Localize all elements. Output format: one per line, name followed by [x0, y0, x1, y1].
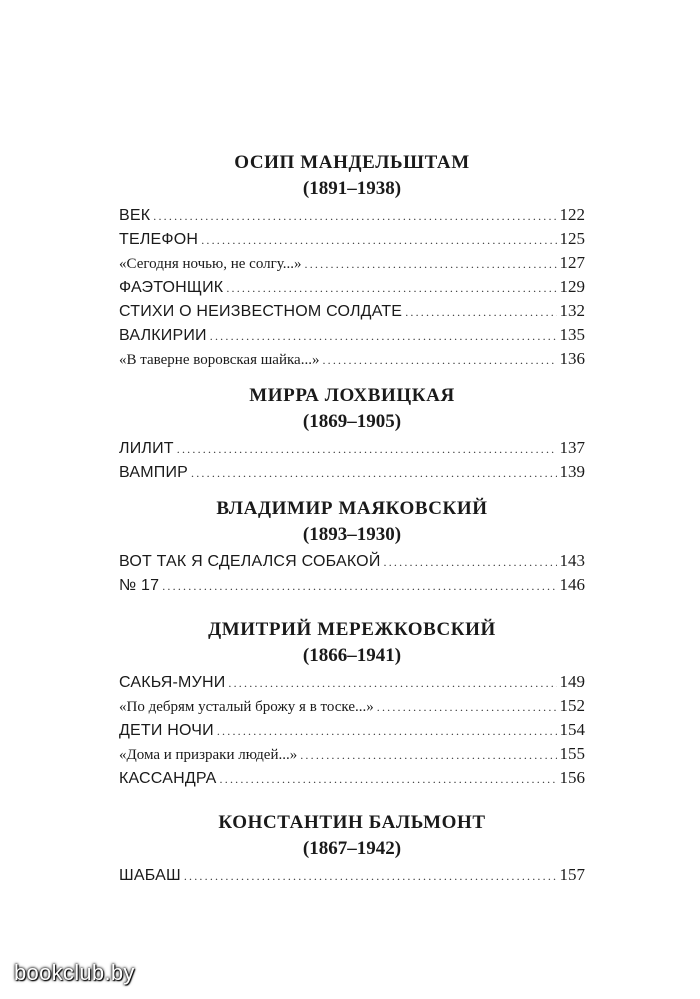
entry-page: 155 — [559, 744, 585, 763]
toc-entry[interactable] — [119, 718, 585, 742]
dot-leader — [153, 204, 556, 228]
entry-page: 125 — [559, 229, 585, 248]
entry-page: 157 — [559, 865, 585, 884]
toc-entry[interactable] — [119, 436, 585, 460]
entry-title: «В таверне воровская шайка...» — [119, 352, 320, 368]
entry-title: СТИХИ О НЕИЗВЕСТНОМ СОЛДАТЕ — [119, 303, 403, 320]
entry-page: 156 — [559, 768, 585, 787]
section-author: ДМИТРИЙ МЕРЕЖКОВСКИЙ — [208, 619, 496, 640]
entry-page: 135 — [559, 325, 585, 344]
toc-entry[interactable] — [119, 742, 585, 766]
entry-title: САКЬЯ-МУНИ — [119, 674, 226, 691]
section-gap — [119, 597, 585, 617]
section-years: (1893–1930) — [302, 524, 402, 545]
section-author: ОСИП МАНДЕЛЬШТАМ — [234, 152, 470, 173]
dot-leader — [162, 574, 556, 598]
toc-entry[interactable] — [119, 227, 585, 251]
dot-leader — [191, 461, 556, 485]
entry-page: 129 — [559, 277, 585, 296]
entry-title: «Сегодня ночью, не солгу...» — [119, 256, 302, 272]
section-gap — [119, 790, 585, 810]
section-gap — [119, 484, 585, 496]
toc-entry[interactable] — [119, 549, 585, 573]
toc-entry[interactable] — [119, 251, 585, 275]
toc-entry[interactable] — [119, 863, 585, 887]
entry-page: 146 — [559, 575, 585, 594]
toc-entry[interactable] — [119, 766, 585, 790]
entry-page: 137 — [559, 438, 585, 457]
entry-title: № 17 — [119, 577, 160, 594]
section-author: ВЛАДИМИР МАЯКОВСКИЙ — [216, 498, 488, 519]
entry-title: ФАЭТОНЩИК — [119, 279, 224, 296]
dot-leader — [228, 671, 556, 695]
dot-leader — [210, 324, 557, 348]
dot-leader — [322, 348, 556, 372]
entry-title: ВЕК — [119, 207, 151, 224]
toc-entry[interactable] — [119, 670, 585, 694]
dot-leader — [377, 695, 557, 719]
entry-title: ВАЛКИРИИ — [119, 327, 207, 344]
entry-page: 136 — [559, 349, 585, 368]
section-years: (1866–1941) — [302, 645, 402, 666]
toc-section-mayakovsky — [119, 496, 585, 597]
toc-section-mandelstam — [119, 150, 585, 371]
entry-page: 143 — [559, 551, 585, 570]
section-years: (1867–1942) — [302, 838, 402, 859]
entry-title: ВОТ ТАК Я СДЕЛАЛСЯ СОБАКОЙ — [119, 553, 381, 570]
entry-title: «По дебрям усталый брожу я в тоске...» — [119, 699, 374, 715]
section-years: (1869–1905) — [302, 411, 402, 432]
dot-leader — [201, 228, 556, 252]
dot-leader — [184, 864, 557, 888]
toc-section-lokhvitskaya — [119, 383, 585, 484]
toc-entry[interactable] — [119, 694, 585, 718]
entry-title: ШАБАШ — [119, 867, 181, 884]
entry-title: КАССАНДРА — [119, 770, 217, 787]
entry-title: ЛИЛИТ — [119, 440, 174, 457]
section-author: КОНСТАНТИН БАЛЬМОНТ — [218, 812, 486, 833]
entry-page: 149 — [559, 672, 585, 691]
entry-title: ТЕЛЕФОН — [119, 231, 199, 248]
entry-page: 127 — [559, 253, 585, 272]
section-gap — [119, 371, 585, 383]
toc-entry[interactable] — [119, 573, 585, 597]
toc-section-balmont — [119, 810, 585, 887]
dot-leader — [300, 743, 556, 767]
dot-leader — [226, 276, 556, 300]
toc-entry[interactable] — [119, 275, 585, 299]
toc-section-merezhkovsky — [119, 617, 585, 790]
entry-title: ВАМПИР — [119, 464, 189, 481]
entry-page: 139 — [559, 462, 585, 481]
dot-leader — [305, 252, 557, 276]
dot-leader — [220, 767, 557, 791]
watermark-logo: bookclub.by — [14, 960, 135, 985]
entry-title: «Дома и призраки людей...» — [119, 747, 298, 763]
section-author: МИРРА ЛОХВИЦКАЯ — [249, 385, 455, 406]
toc-entry[interactable] — [119, 203, 585, 227]
entry-page: 122 — [559, 205, 585, 224]
entry-page: 152 — [559, 696, 585, 715]
toc-entry[interactable] — [119, 299, 585, 323]
dot-leader — [384, 550, 557, 574]
dot-leader — [177, 437, 557, 461]
dot-leader — [217, 719, 557, 743]
toc-entry[interactable] — [119, 323, 585, 347]
dot-leader — [405, 300, 556, 324]
section-years: (1891–1938) — [302, 178, 402, 199]
toc-entry[interactable] — [119, 347, 585, 371]
table-of-contents — [119, 150, 585, 887]
toc-entry[interactable] — [119, 460, 585, 484]
entry-page: 132 — [559, 301, 585, 320]
entry-title: ДЕТИ НОЧИ — [119, 722, 214, 739]
entry-page: 154 — [559, 720, 585, 739]
